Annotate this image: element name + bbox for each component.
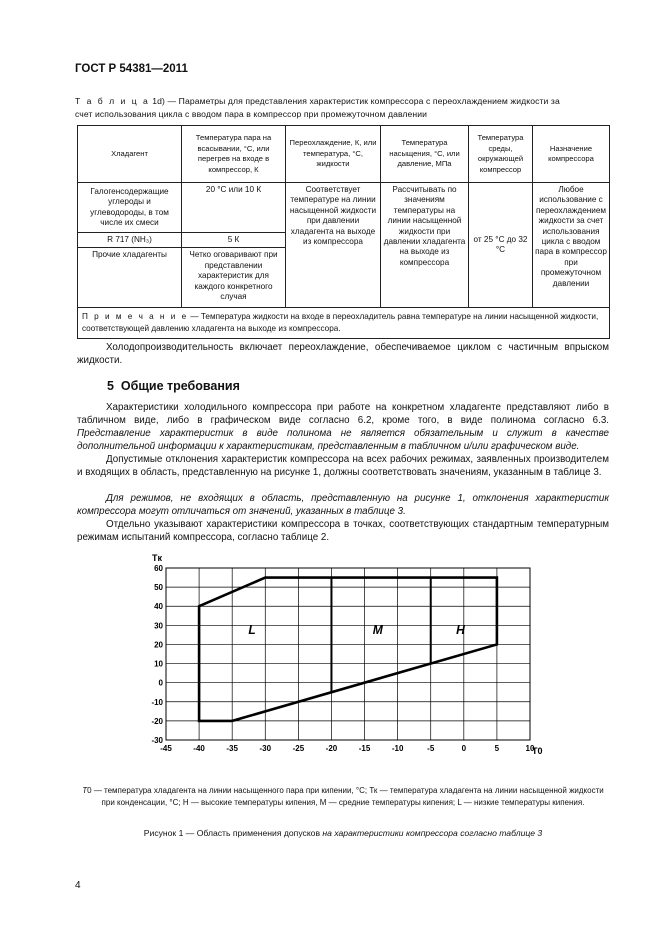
y-axis-label: Tк: [152, 553, 163, 563]
x-tick-label: -40: [193, 744, 205, 753]
figure-note-symbol: Т: [82, 786, 88, 795]
page-number: 4: [75, 880, 81, 891]
x-tick-label: 0: [461, 744, 467, 753]
y-tick-label: 30: [154, 621, 163, 631]
paragraph-1-regular: Характеристики холодильного компрессора при работе на конкретном хладагенте представляют либо в табличном виде, либо в графическом виде согласно 6.2, кроме того, в виде полинома согласно 6.3.: [77, 402, 609, 426]
row-suction: 20 °С или 10 К: [182, 183, 286, 233]
header-saturation: Температура насыщения, °С, или давление, МПа: [381, 126, 469, 183]
figure-note: [77, 785, 609, 809]
row-refrigerant: Галогенсодержащие углероды и углеводороды, в том числе их смеси: [78, 183, 182, 233]
row-suction: Четко оговаривают при представлении характеристик для каждого конкретного случая: [182, 248, 286, 308]
cell-ambient: от 25 °С до 32 °С: [469, 183, 533, 308]
table-note-label: П р и м е ч а н и е: [82, 312, 189, 322]
cell-saturation: Рассчитывать по значениям температуры на линии насыщенной жидкости при давлении хладагента на выходе из компрессора: [381, 183, 469, 308]
paragraph-1: [77, 401, 609, 453]
table-caption-line2: счет использования цикла с вводом пара в компрессор при промежуточном давлении: [75, 108, 428, 119]
cooling-paragraph: Холодопроизводительность включает переохлаждение, обеспечиваемое циклом с частичным впрыском жидкости.: [77, 342, 609, 366]
header-ambient: Температура среды, окружающей компрессор: [469, 126, 533, 183]
y-tick-label: -20: [151, 716, 163, 726]
y-tick-label: -30: [151, 736, 163, 745]
x-tick-label: -5: [427, 744, 435, 753]
header-purpose: Назначение компрессора: [533, 126, 610, 183]
header-suction: Температура пара на всасывании, °С, или перегрев на входе в компрессор, К: [182, 126, 286, 183]
x-tick-label: -15: [358, 744, 371, 753]
y-tick-label: 10: [154, 659, 163, 669]
y-tick-label: -10: [151, 697, 163, 707]
parameters-table: [77, 125, 610, 339]
paragraph-2: Допустимые отклонения характеристик компрессора на всех рабочих режимах, заявленных производителем и входящих в область, представленную на рисунке 1, должны соответствовать значениям, указанным в таблице 3.: [77, 454, 609, 478]
zone-label-h: H: [456, 623, 465, 638]
x-tick-label: -20: [325, 744, 338, 753]
chart-grid: [166, 568, 530, 740]
plot-frame: [166, 568, 530, 740]
x-tick-label: 10: [525, 744, 535, 753]
zone-label-l: L: [248, 623, 256, 638]
x-tick-label: -45: [160, 744, 172, 753]
x-tick-label: -25: [292, 744, 305, 753]
zone-label-m: M: [372, 623, 383, 638]
x-tick-label: -10: [391, 744, 404, 753]
table-caption: [75, 95, 608, 120]
table-note-text: — Температура жидкости на входе в переохладитель равна температуре на линии насыщенной жидкости, соответствующей давлению хладагента на выходе из компрессора.: [82, 312, 599, 334]
paragraph-4: Отдельно указывают характеристики компрессора в точках, соответствующих стандартным температурным режимам испытаний компрессора, согласно таблице 2.: [77, 519, 609, 543]
row-refrigerant: Прочие хладагенты: [78, 248, 182, 308]
paragraph-3: Для режимов, не входящих в область, представленную на рисунке 1, отклонения характеристик компрессора могут отличаться от значений, указанных в таблице 3.: [77, 493, 609, 517]
y-tick-label: 50: [154, 583, 163, 593]
figure-caption-italic: на характеристики компрессора согласно таблице 3: [322, 828, 543, 838]
header-subcooling: Переохлаждение, К, или температура, °С, жидкости: [286, 126, 381, 183]
section-title: Общие требования: [120, 379, 240, 393]
cell-subcooling: Соответствует температуре на линии насыщенной жидкости при давлении хладагента на выходе из компрессора: [286, 183, 381, 308]
figure-note-text: 0 — температура хладагента на линии насыщенного пара при кипении, °С; Тк — температура хладагента на линии насыщенной жидкости при конденсации, °С; H — высокие температуры кипения, M — средние температуры кипения; L — низкие температуры кипения.: [87, 786, 604, 807]
paragraph-1-italic: Представление характеристик в виде полинома не является обязательным и служит в качестве дополнительной информации к характеристикам, представленным в табличном и/или графическом виде.: [77, 428, 609, 452]
y-tick-label: 60: [154, 564, 163, 573]
x-tick-label: 5: [494, 744, 500, 753]
figure-caption-regular: Рисунок 1 — Область применения допусков: [143, 828, 323, 838]
document-header: ГОСТ Р 54381—2011: [75, 63, 188, 75]
y-tick-label: 40: [154, 602, 163, 612]
table-caption-label: Т а б л и ц а: [75, 96, 150, 106]
figure-caption: [77, 828, 609, 838]
section-number: 5: [107, 379, 114, 393]
y-tick-label: 0: [158, 678, 163, 688]
cell-purpose: Любое использование с переохлаждением жидкости за счет использования цикла с вводом пара в компрессор при промежуточном давлении: [533, 183, 610, 308]
envelope-polygon: [199, 578, 497, 721]
y-tick-label: 20: [154, 640, 163, 650]
application-area-chart: [130, 548, 570, 783]
table-note: [78, 308, 610, 339]
x-axis-label: T0: [532, 746, 543, 756]
table-caption-line1: 1d) — Параметры для представления характеристик компрессора с переохлаждением жидкости за: [149, 96, 560, 106]
x-tick-label: -30: [259, 744, 272, 753]
row-suction: 5 К: [182, 233, 286, 248]
x-tick-label: -35: [226, 744, 238, 753]
row-refrigerant: R 717 (NH₃): [78, 233, 182, 248]
header-refrigerant: Хладагент: [78, 126, 182, 183]
section-heading: [107, 379, 240, 393]
